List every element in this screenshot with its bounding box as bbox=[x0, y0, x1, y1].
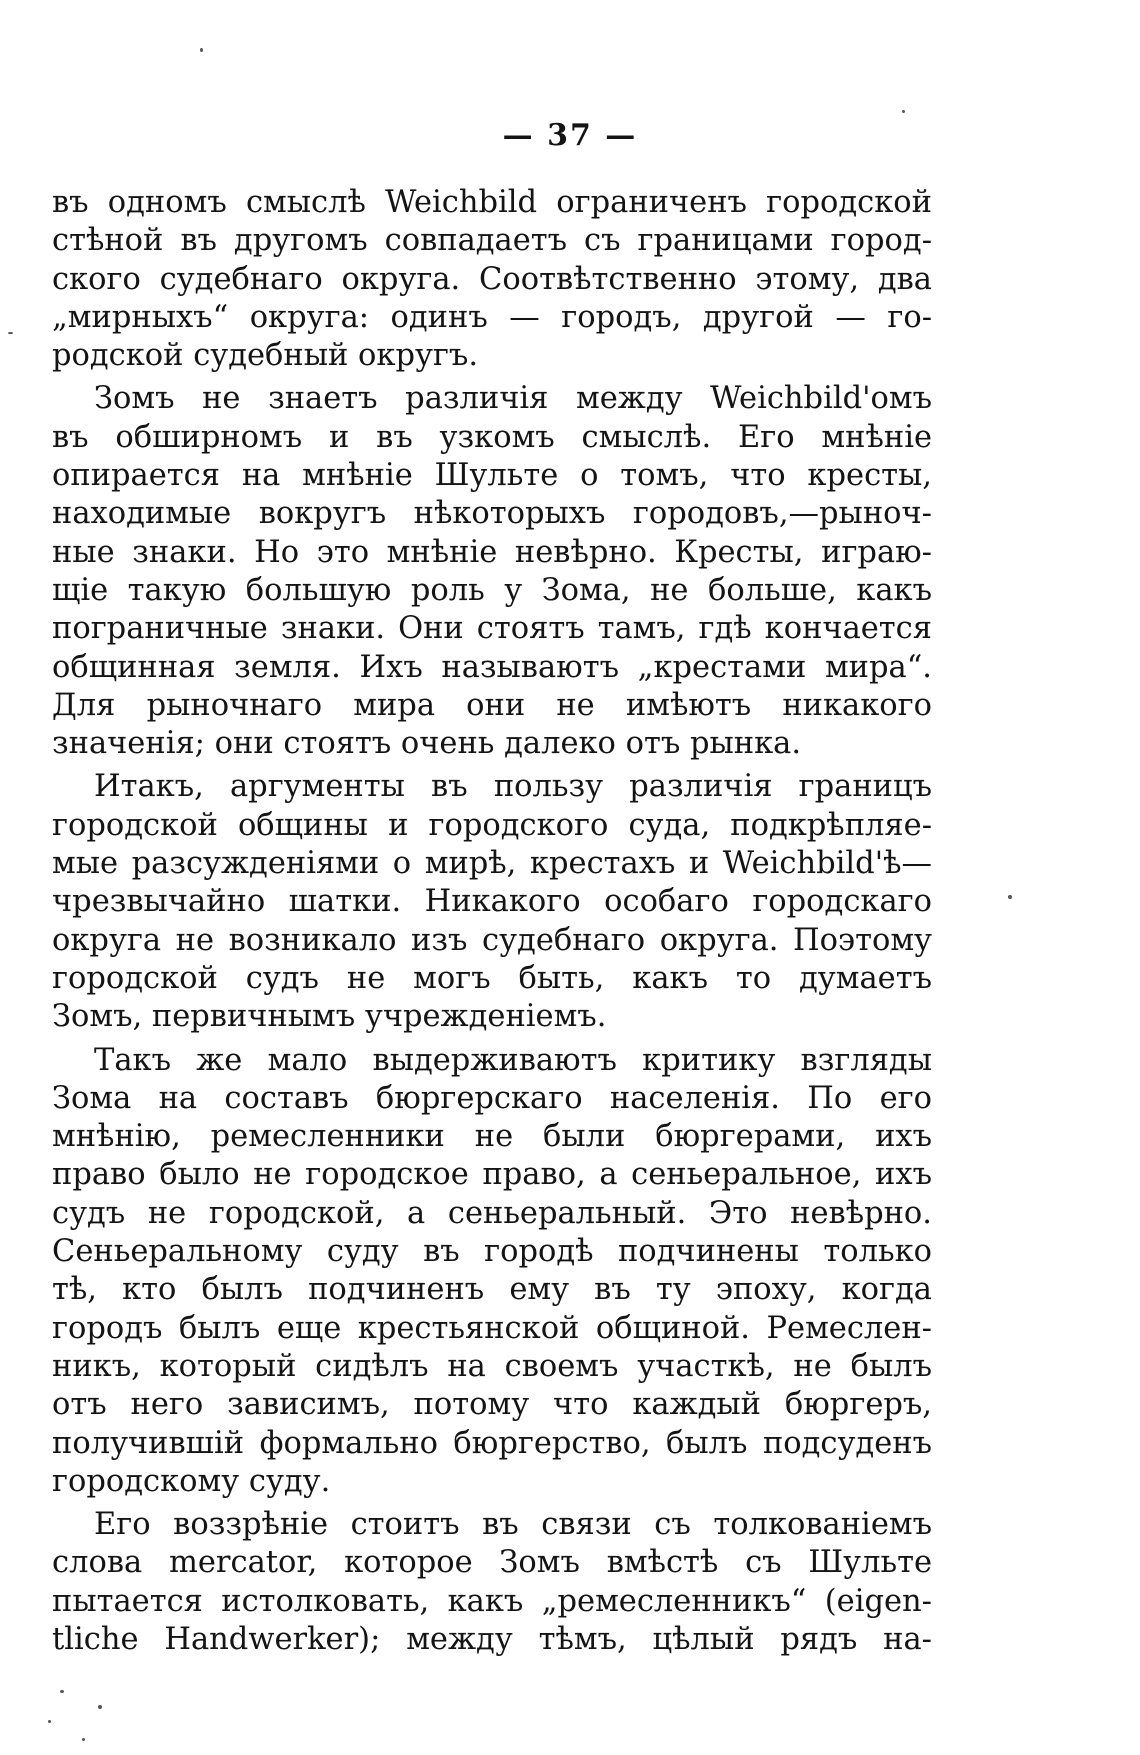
print-speck bbox=[48, 1720, 51, 1723]
text-line: городской общины и городского суда, подкрѣпляе- bbox=[52, 807, 932, 843]
text-line: опирается на мнѣніе Шульте о томъ, что кресты, bbox=[52, 458, 932, 494]
text-line: Итакъ, аргументы въ пользу различія границъ bbox=[94, 769, 932, 805]
text-line: „мирныхъ“ округа: одинъ — городъ, другой — го- bbox=[52, 299, 932, 335]
paragraph-1 bbox=[52, 184, 932, 375]
print-speck bbox=[60, 1690, 64, 1693]
print-speck bbox=[1008, 895, 1012, 899]
text-line: Его воззрѣніе стоитъ въ связи съ толкованіемъ bbox=[94, 1507, 932, 1543]
text-line: ные знаки. Но это мнѣніе невѣрно. Кресты, играю- bbox=[52, 534, 932, 570]
body-text bbox=[52, 184, 932, 1659]
text-line: стѣной въ другомъ совпадаетъ съ границами город- bbox=[52, 223, 932, 259]
text-line: мнѣнію, ремесленники не были бюргерами, ихъ bbox=[52, 1119, 932, 1155]
text-line: Сеньеральному суду въ городѣ подчинены только bbox=[52, 1234, 932, 1270]
text-line: получившій формально бюргерство, былъ подсуденъ bbox=[52, 1425, 932, 1461]
text-line: Такъ же мало выдерживаютъ критику взгляды bbox=[94, 1042, 932, 1078]
paragraph-3 bbox=[52, 768, 932, 1036]
text-line: округа не возникало изъ судебнаго округа. Поэтому bbox=[52, 922, 932, 958]
text-line: находимые вокругъ нѣкоторыхъ городовъ,—рыноч- bbox=[52, 496, 932, 532]
text-line: судъ не городской, а сеньеральный. Это невѣрно. bbox=[52, 1195, 932, 1231]
text-line: tliche Handwerker); между тѣмъ, цѣлый рядъ на- bbox=[52, 1621, 932, 1657]
print-speck bbox=[82, 1738, 85, 1741]
text-line: слова mercator, которое Зомъ вмѣстѣ съ Шульте bbox=[52, 1545, 932, 1581]
print-speck bbox=[8, 332, 13, 334]
text-line: городской судъ не могъ быть, какъ то думаетъ bbox=[52, 960, 932, 996]
print-speck bbox=[200, 48, 203, 52]
print-speck bbox=[98, 1705, 102, 1709]
text-line: чрезвычайно шатки. Никакого особаго городскаго bbox=[52, 884, 932, 920]
text-line: родской судебный округъ. bbox=[52, 338, 479, 374]
text-line: Зомъ, первичнымъ учрежденіемъ. bbox=[52, 999, 607, 1035]
paragraph-2 bbox=[52, 380, 932, 763]
text-line: городъ былъ еще крестьянской общиной. Ремеслен- bbox=[52, 1310, 932, 1346]
text-line: право было не городское право, а сеньеральное, ихъ bbox=[52, 1157, 932, 1193]
text-line: никъ, который сидѣлъ на своемъ участкѣ, не былъ bbox=[52, 1348, 932, 1384]
paragraph-5 bbox=[52, 1506, 932, 1659]
page-number: — 37 — bbox=[502, 118, 638, 153]
text-line: Зомъ не знаетъ различія между Weichbild'омъ bbox=[94, 381, 932, 417]
text-line: Для рыночнаго мира они не имѣютъ никакого bbox=[52, 687, 932, 723]
text-line: пытается истолковать, какъ „ремесленникъ“ (eigen- bbox=[52, 1583, 932, 1619]
text-line: мые разсужденіями о мирѣ, крестахъ и Weichbild'ѣ— bbox=[52, 846, 932, 882]
text-line: въ одномъ смыслѣ Weichbild ограниченъ городской bbox=[52, 185, 932, 220]
text-line: щіе такую большую роль у Зома, не больше, какъ bbox=[52, 572, 932, 608]
text-line: тѣ, кто былъ подчиненъ ему въ ту эпоху, когда bbox=[52, 1272, 932, 1308]
text-line: Зома на составъ бюргерскаго населенія. По его bbox=[52, 1080, 932, 1116]
text-line: пограничные знаки. Они стоятъ тамъ, гдѣ кончается bbox=[52, 611, 932, 647]
paragraph-4 bbox=[52, 1042, 932, 1502]
text-line: въ обширномъ и въ узкомъ смыслѣ. Его мнѣніе bbox=[52, 419, 932, 455]
text-line: городскому суду. bbox=[52, 1463, 331, 1499]
text-line: общинная земля. Ихъ называютъ „крестами мира“. bbox=[52, 649, 932, 685]
text-line: ского судебнаго округа. Соотвѣтственно этому, два bbox=[52, 261, 932, 297]
text-line: отъ него зависимъ, потому что каждый бюргеръ, bbox=[52, 1387, 932, 1423]
text-line: значенія; они стоятъ очень далеко отъ рынка. bbox=[52, 726, 802, 762]
print-speck bbox=[902, 110, 905, 113]
